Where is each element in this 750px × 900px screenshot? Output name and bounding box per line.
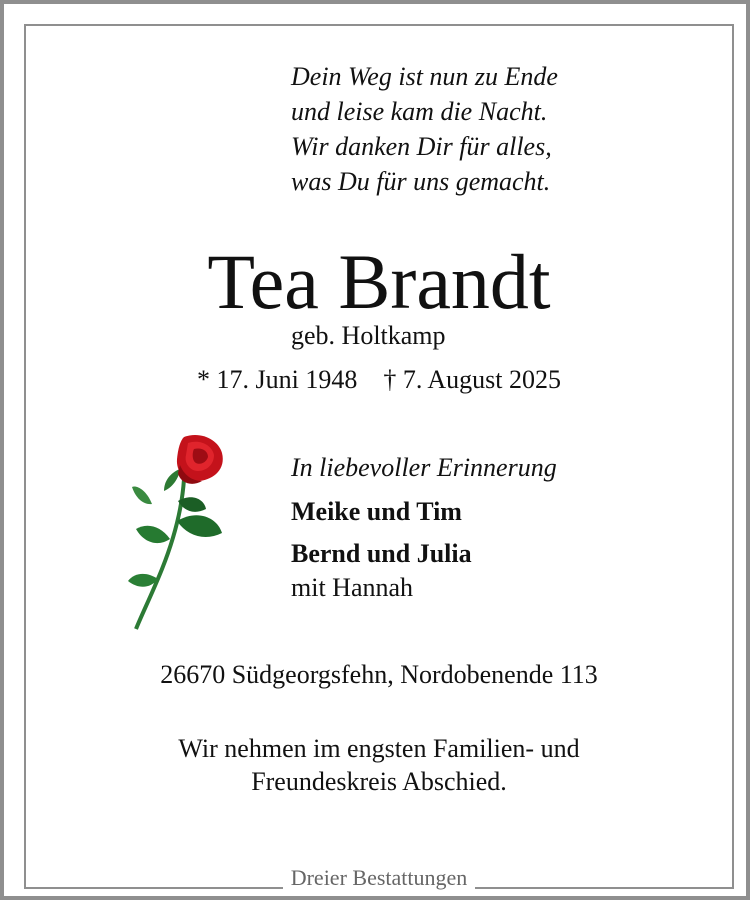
birth-date: * 17. Juni 1948: [196, 365, 358, 394]
poem-line-3: Wir danken Dir für alles,: [291, 132, 552, 161]
memory-intro: In liebevoller Erinnerung: [291, 453, 557, 482]
farewell-text: [4, 732, 750, 798]
address: 26670 Südgeorgsfehn, Nordobenende 113: [160, 660, 598, 689]
farewell-line-1: Wir nehmen im engsten Familien- und: [178, 734, 580, 763]
poem-line-4: was Du für uns gemacht.: [291, 167, 551, 196]
red-rose-icon: [122, 429, 232, 634]
death-date: † 7. August 2025: [383, 365, 562, 394]
poem: [291, 59, 558, 199]
life-dates: [4, 364, 750, 396]
undertaker-name: Dreier Bestattungen: [283, 865, 476, 890]
farewell-line-2: Freundeskreis Abschied.: [251, 767, 507, 796]
undertaker: [4, 864, 750, 892]
deceased-name: Tea Brandt: [207, 238, 551, 325]
poem-line-1: Dein Weg ist nun zu Ende: [291, 62, 558, 91]
birth-name: geb. Holtkamp: [291, 321, 446, 350]
mourner-group-2: Bernd und Julia: [291, 539, 472, 568]
poem-line-2: und leise kam die Nacht.: [291, 97, 548, 126]
mourner-group-3: mit Hannah: [291, 573, 414, 602]
mourner-group-1: Meike und Tim: [291, 497, 462, 526]
